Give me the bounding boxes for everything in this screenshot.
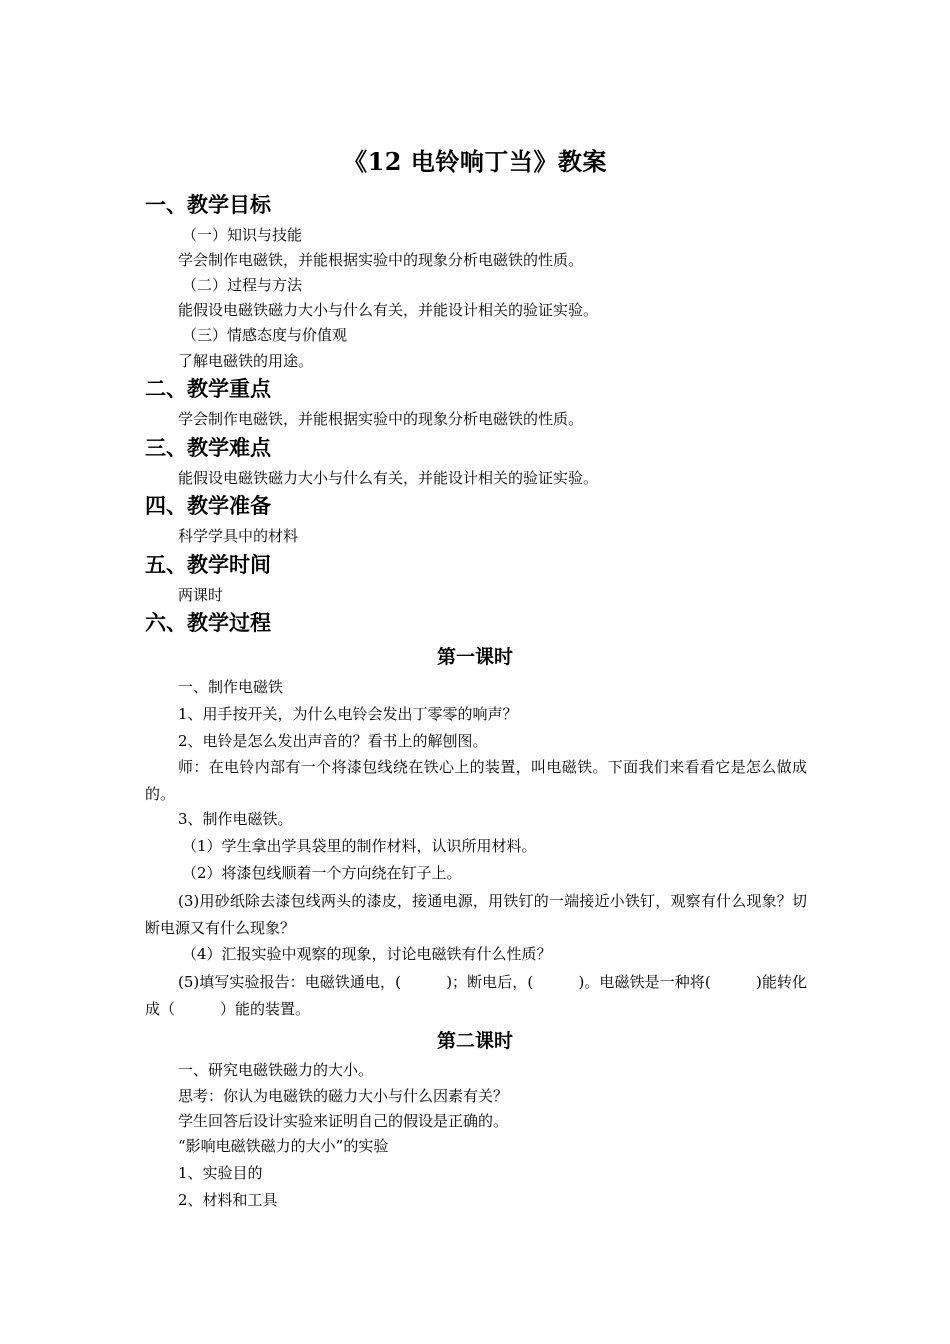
section-heading-difficulties: 三、教学难点 <box>145 435 271 460</box>
lesson-one-line: （1）学生拿出学具袋里的制作材料，认识所用材料。 <box>182 837 537 855</box>
lesson-two-line: 学生回答后设计实验来证明自己的假设是正确的。 <box>178 1112 509 1130</box>
lesson-one-line: （4）汇报实验中观察的现象，讨论电磁铁有什么性质？ <box>182 945 552 963</box>
section-heading-preparation: 四、教学准备 <box>145 493 271 518</box>
lesson-one-line: 1、用手按开关，为什么电铃会发出丁零零的响声？ <box>178 705 518 723</box>
section-heading-objectives: 一、教学目标 <box>145 192 271 217</box>
lesson-two-line: 思考：你认为电磁铁的磁力大小与什么因素有关？ <box>178 1087 509 1105</box>
lesson-one-line: 3、制作电磁铁。 <box>178 810 293 828</box>
lesson-two-line: 一、研究电磁铁磁力的大小。 <box>178 1061 374 1079</box>
lesson-one-line: 一、制作电磁铁 <box>178 678 284 696</box>
lesson-two-line: 1、实验目的 <box>178 1164 263 1182</box>
lesson-one-paragraph: (5)填写实验报告：电磁铁通电，( )；断电后，( )。电磁铁是一种将( )能转化成（ ）能的装置。 <box>145 973 807 1018</box>
objective-subheading-process: （二）过程与方法 <box>182 276 303 294</box>
time-text: 两课时 <box>178 586 224 604</box>
section-heading-time: 五、教学时间 <box>145 552 271 577</box>
lesson-one-line: 2、电铃是怎么发出声音的？看书上的解刨图。 <box>178 732 488 750</box>
lesson-two-heading: 第二课时 <box>436 1030 513 1052</box>
document-title: 《12 电铃响丁当》教案 <box>343 147 607 176</box>
difficulties-text: 能假设电磁铁磁力大小与什么有关，并能设计相关的验证实验。 <box>178 469 599 487</box>
objective-subheading-knowledge: （一）知识与技能 <box>182 226 303 244</box>
objective-text-attitude: 了解电磁铁的用途。 <box>178 352 314 370</box>
lesson-one-paragraph: (3)用砂纸除去漆包线两头的漆皮，接通电源，用铁钉的一端接近小铁钉，观察有什么现象？切断电源又有什么现象？ <box>145 892 807 937</box>
preparation-text: 科学学具中的材料 <box>178 527 299 545</box>
lesson-one-line: （2）将漆包线顺着一个方向绕在钉子上。 <box>182 864 462 882</box>
section-heading-process: 六、教学过程 <box>145 610 271 635</box>
lesson-one-heading: 第一课时 <box>436 646 513 668</box>
lesson-one-paragraph: 师：在电铃内部有一个将漆包线绕在铁心上的装置，叫电磁铁。下面我们来看看它是怎么做成的。 <box>145 758 807 803</box>
lesson-two-line: 2、材料和工具 <box>178 1191 278 1209</box>
section-heading-key-points: 二、教学重点 <box>145 376 271 401</box>
key-points-text: 学会制作电磁铁，并能根据实验中的现象分析电磁铁的性质。 <box>178 410 584 428</box>
objective-subheading-attitude: （三）情感态度与价值观 <box>182 326 348 344</box>
lesson-two-line: “影响电磁铁磁力的大小”的实验 <box>178 1137 389 1155</box>
objective-text-knowledge: 学会制作电磁铁，并能根据实验中的现象分析电磁铁的性质。 <box>178 251 584 269</box>
objective-text-process: 能假设电磁铁磁力大小与什么有关，并能设计相关的验证实验。 <box>178 301 599 319</box>
